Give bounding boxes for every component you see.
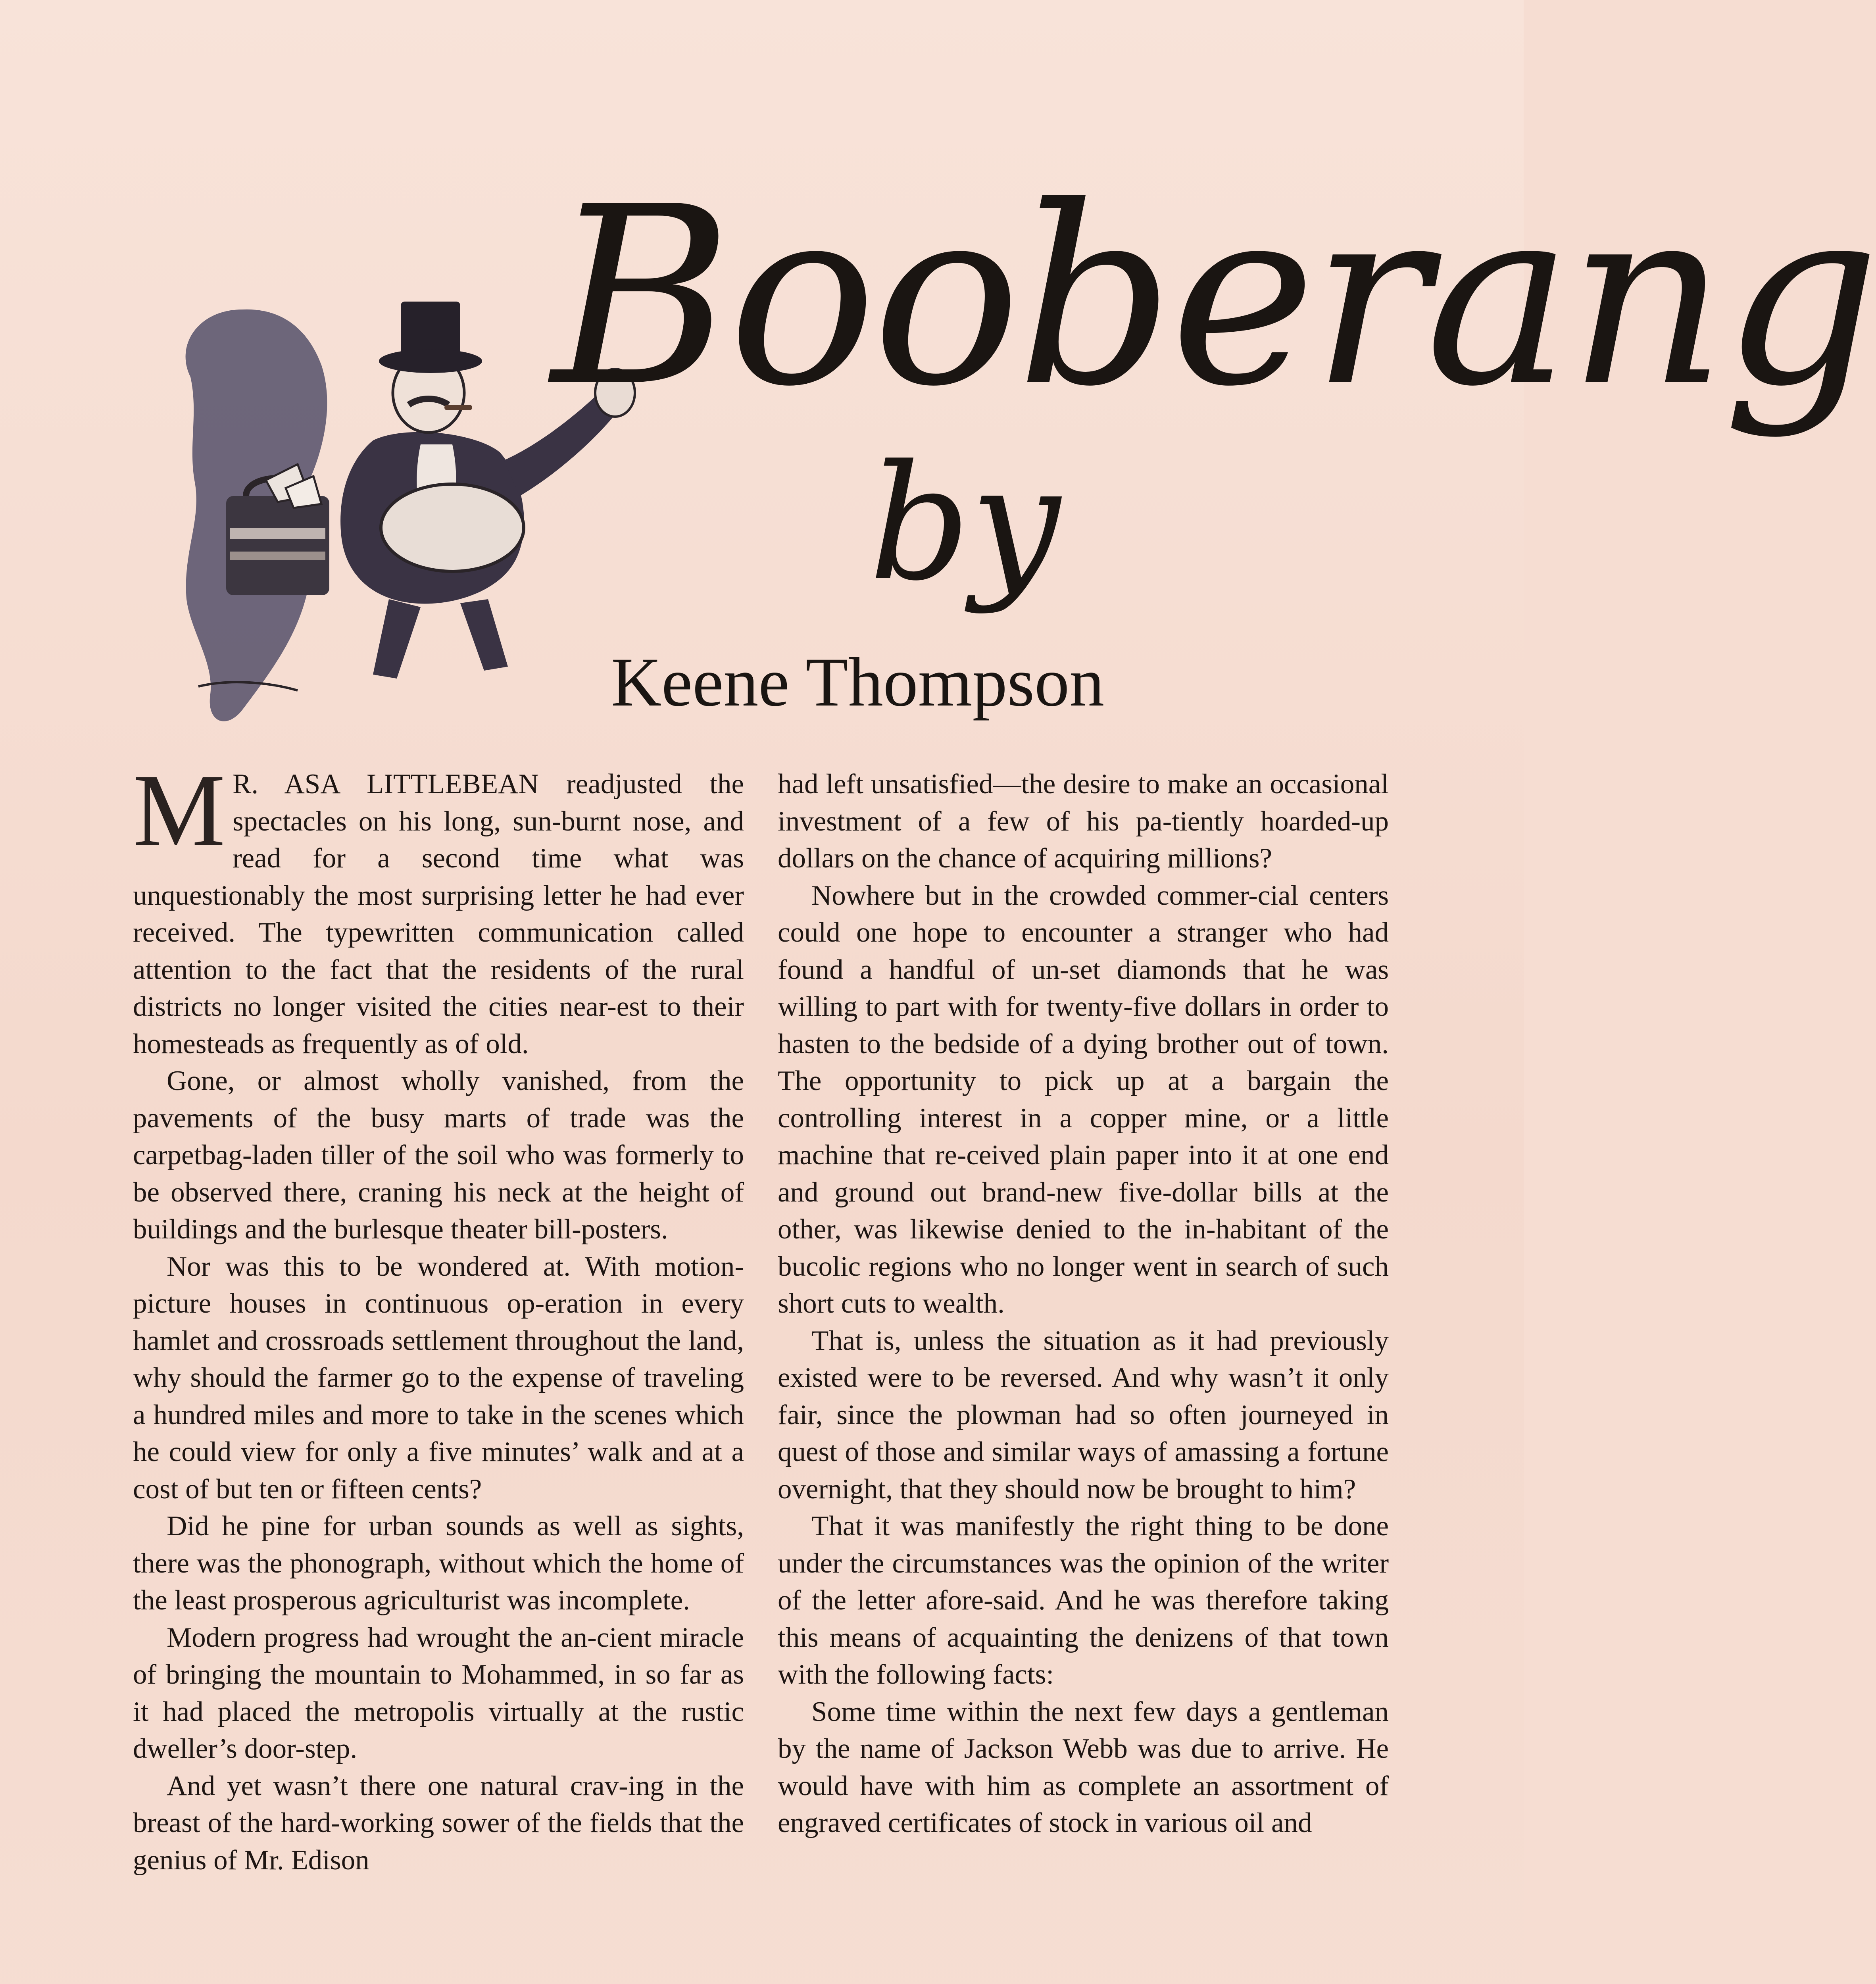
paragraph: Gone, or almost wholly vanished, from the pavements of the busy marts of trade was the carpetbag-laden tiller of the soil who was formerly to be observed there, craning his neck at the height of buildings and the burlesque theater bill-posters. <box>133 1065 744 1245</box>
drop-cap: M <box>133 753 225 868</box>
paragraph: Nowhere but in the crowded commer-cial centers could one hope to encounter a stranger who had found a handful of un-set diamonds that he was willing to part with for twenty-five dollars in order to hasten to the bedside of a dying brother out of town. The opportunity to pick up at a bargain the controlling interest in a copper mine, or a little machine that re-ceived plain paper into it at one end and ground out brand-new five-dollar bills at the other, was likewise denied to the in-habitant of the bucolic regions who no longer went in search of such short cuts to wealth. <box>778 880 1389 1319</box>
article-title: Booberang <box>552 154 1876 440</box>
author-name: Keene Thompson <box>611 644 1105 721</box>
paragraph: Some time within the next few days a gentleman by the name of Jackson Webb was due to arrive. He would have with him as complete an assortment of engraved certificates of stock in various oil and <box>778 1696 1389 1838</box>
left-column <box>133 753 744 1879</box>
byline-by: by <box>869 431 1061 616</box>
paragraph: had left unsatisfied—the desire to make an occasional investment of a few of his pa-tiently hoarded-up dollars on the chance of acquiring millions? <box>778 769 1389 874</box>
paragraph: That it was manifestly the right thing to be done under the circumstances was the opinion of the writer of the letter afore-said. And he was therefore taking this means of acquainting the denizens of that town with the following facts: <box>778 1511 1389 1690</box>
paragraph: And yet wasn’t there one natural crav-ing in the breast of the hard-working sower of the fields that the genius of Mr. Edison <box>133 1770 744 1876</box>
paragraph: Modern progress had wrought the an-cient miracle of bringing the mountain to Mohammed, in so far as it had placed the metropolis virtually at the rustic dweller’s door-step. <box>133 1622 744 1764</box>
paragraph: Nor was this to be wondered at. With motion-picture houses in continuous op-eration in every hamlet and crossroads settlement throughout the land, why should the farmer go to the expense of traveling a hundred miles and more to take in the scenes which he could view for only a five minutes’ walk and at a cost of but ten or fifteen cents? <box>133 1251 744 1505</box>
paragraph: That is, unless the situation as it had previously existed were to be reversed. And why wasn’t it only fair, since the plowman had so often journeyed in quest of those and similar ways of amassing a fortune overnight, that they should now be brought to him? <box>778 1325 1389 1505</box>
paragraph: Did he pine for urban sounds as well as sights, there was the phonograph, without which the home of the least prosperous agriculturist was incomplete. <box>133 1511 744 1616</box>
right-column <box>778 766 1389 1842</box>
paragraph: M R. ASA LITTLEBEAN readjusted the spectacles on his long, sun-burnt nose, and read for a second time what was unquestionably the most surprising letter he had ever received. The typewritten communication called attention to the fact that the residents of the rural districts no longer visited the cities near-est to their homesteads as frequently as of old. <box>133 753 744 1059</box>
